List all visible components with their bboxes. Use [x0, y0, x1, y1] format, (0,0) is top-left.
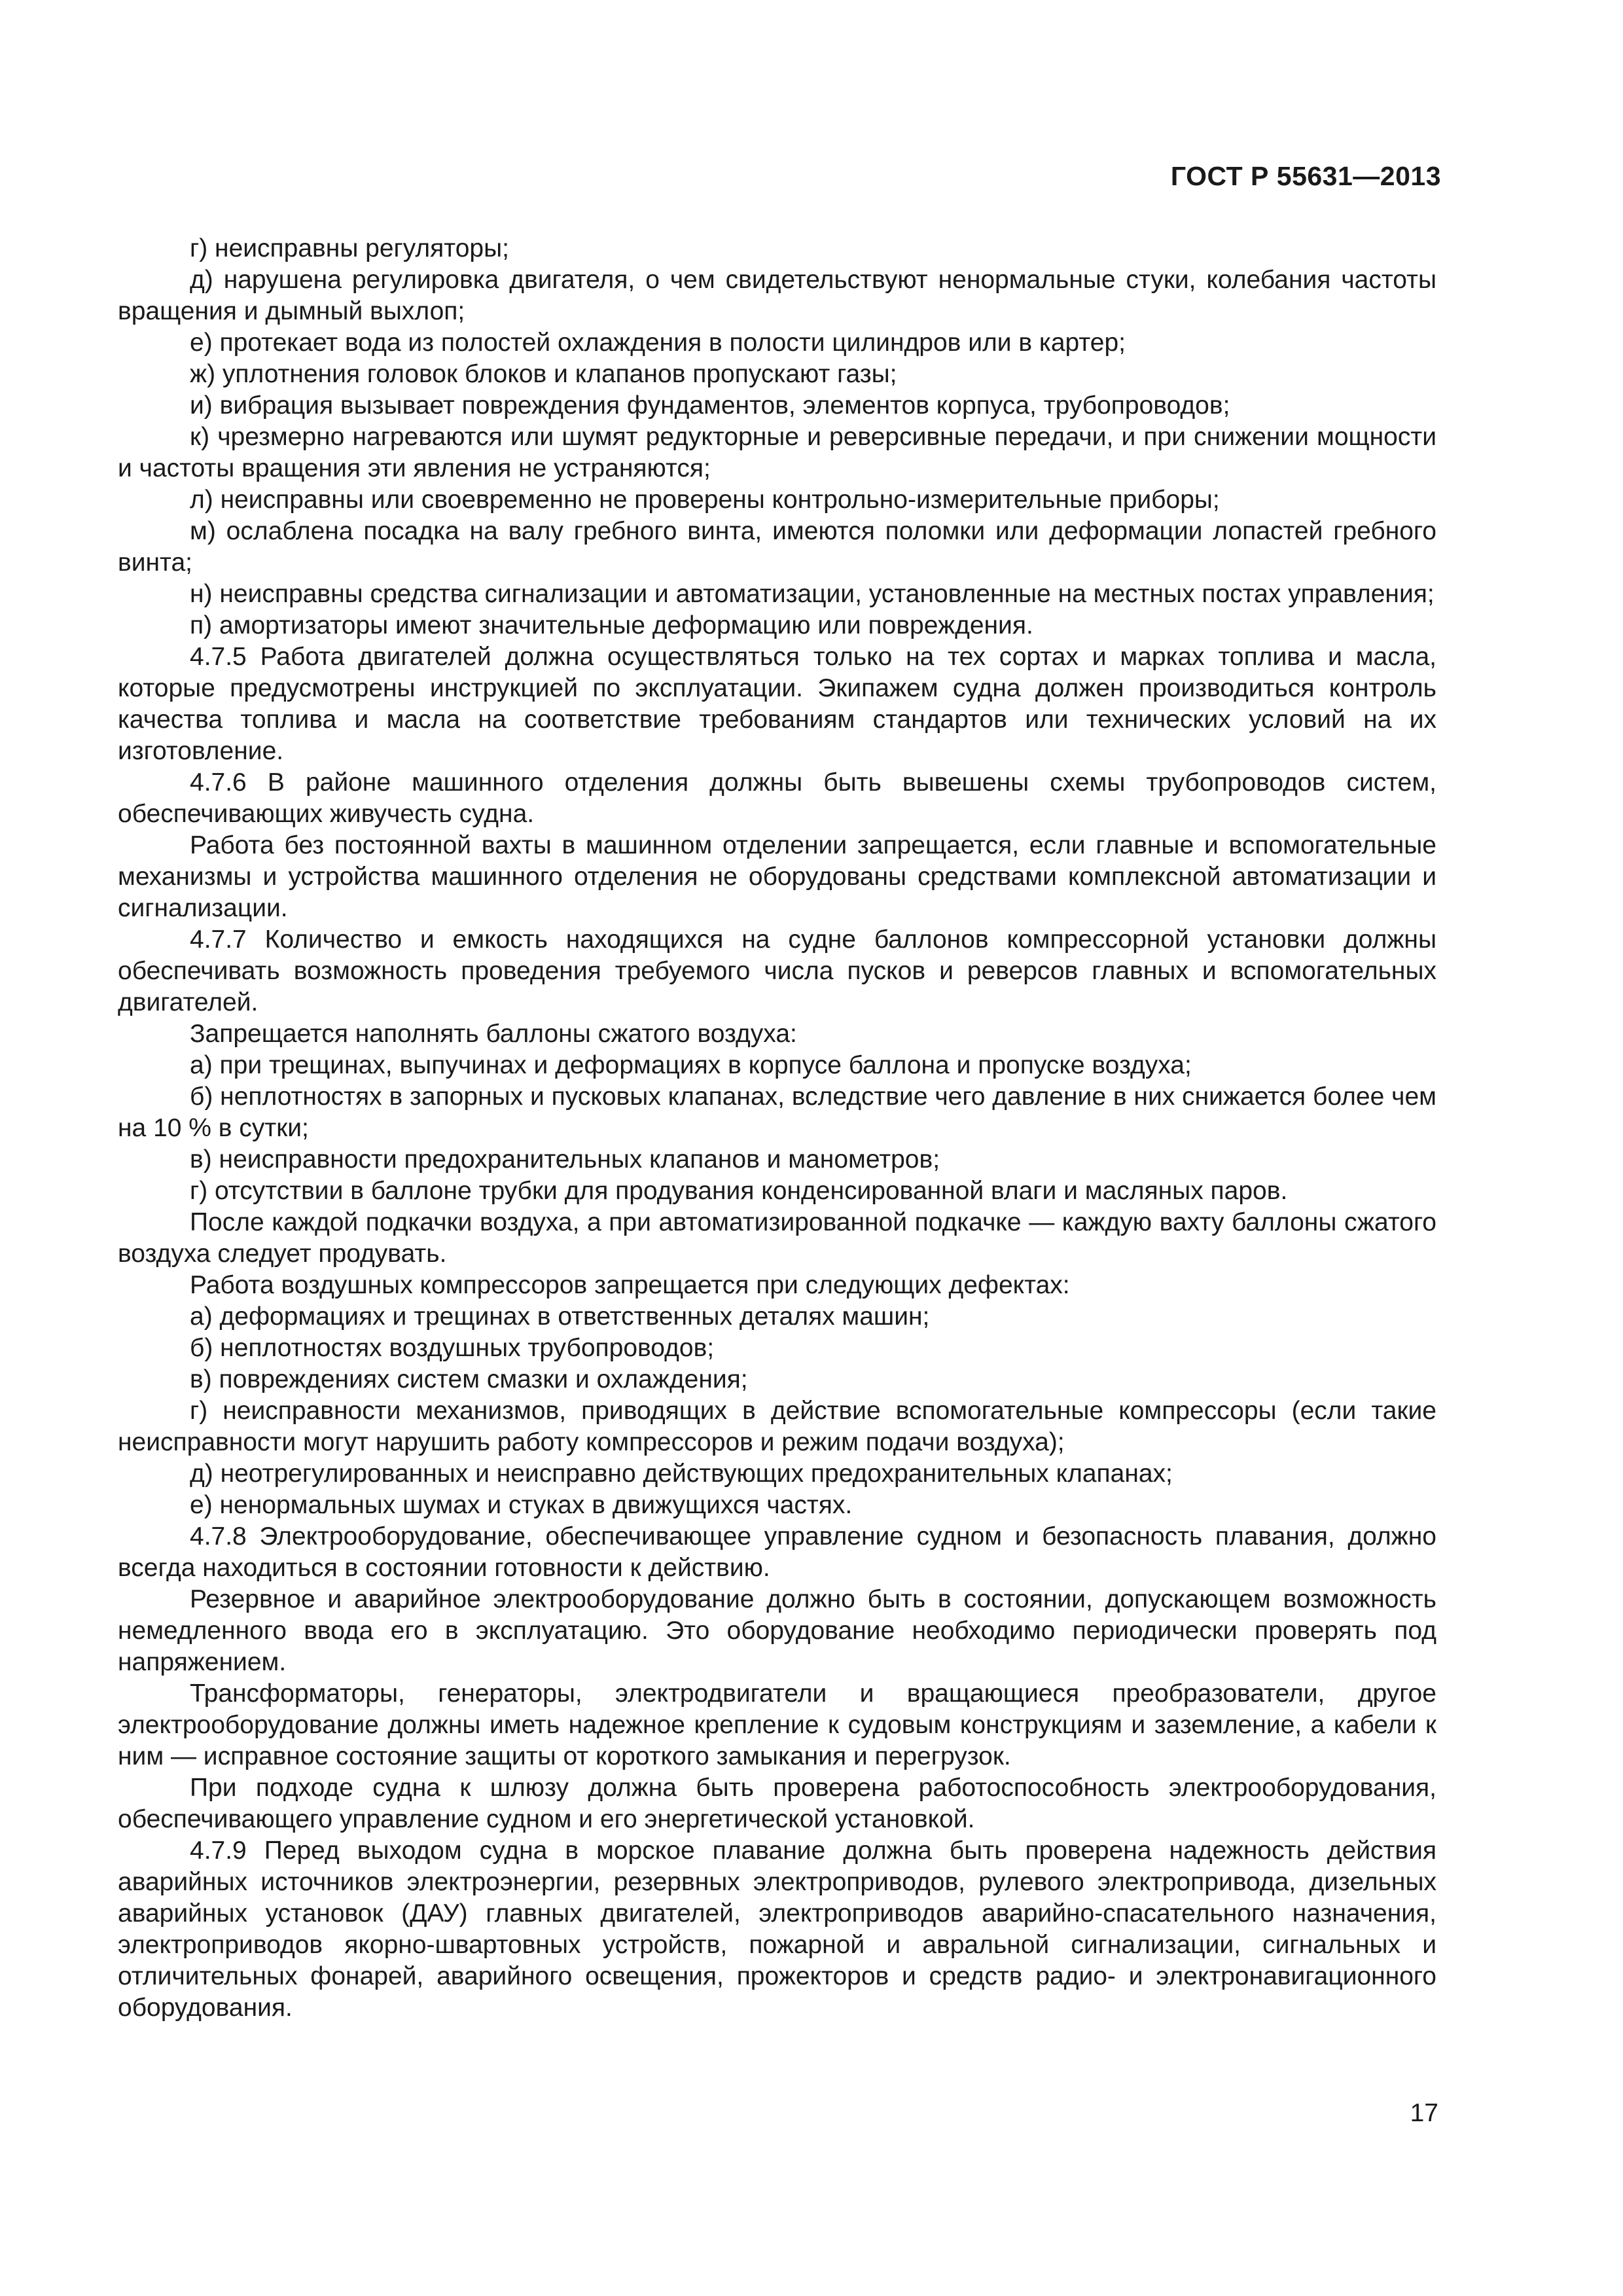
paragraph: м) ослаблена посадка на валу гребного винта, имеются поломки или деформации лопастей гребного винта; [118, 517, 1436, 577]
paragraph: Работа воздушных компрессоров запрещается при следующих дефектах: [190, 1271, 1070, 1299]
paragraph: г) отсутствии в баллоне трубки для продувания конденсированной влаги и масляных паров. [190, 1177, 1288, 1205]
paragraph: 4.7.5 Работа двигателей должна осуществляться только на тех сортах и марках топлива и масла, которые предусмотрены инструкцией по эксплуатации. Экипажем судна должен производиться контроль качества топлива и масла на соответствие требованиям стандартов или технических условий на их изготовление. [118, 643, 1436, 765]
paragraph: а) деформациях и трещинах в ответственных деталях машин; [190, 1302, 930, 1331]
paragraph: л) неисправны или своевременно не проверены контрольно-измерительные приборы; [190, 486, 1220, 514]
paragraph: ж) уплотнения головок блоков и клапанов пропускают газы; [190, 360, 897, 388]
paragraph: п) амортизаторы имеют значительные деформацию или повреждения. [190, 611, 1033, 639]
paragraph: а) при трещинах, выпучинах и деформациях в корпусе баллона и пропуске воздуха; [190, 1051, 1192, 1079]
document-id-header: ГОСТ Р 55631—2013 [1170, 161, 1441, 191]
paragraph: 4.7.9 Перед выходом судна в морское плавание должна быть проверена надежность действия аварийных источников электроэнергии, резервных электроприводов, рулевого электропривода, дизельных аварийных установок (ДАУ) главных двигателей, электроприводов аварийно-спасательного назначения, электроприводов якорно-швартовных устройств, пожарной и авральной сигнализации, сигнальных и отличительных фонарей, аварийного освещения, прожекторов и средств радио- и электронавигационного оборудования. [118, 1837, 1436, 2022]
paragraph: г) неисправности механизмов, приводящих в действие вспомогательные компрессоры (если такие неисправности могут нарушить работу компрессоров и режим подачи воздуха); [118, 1397, 1436, 1456]
document-body [118, 233, 1436, 2024]
paragraph: г) неисправны регуляторы; [190, 234, 509, 262]
paragraph: в) неисправности предохранительных клапанов и манометров; [190, 1145, 940, 1174]
paragraph: Запрещается наполнять баллоны сжатого воздуха: [190, 1020, 797, 1048]
paragraph: и) вибрация вызывает повреждения фундаментов, элементов корпуса, трубопроводов; [190, 391, 1230, 420]
paragraph: Резервное и аварийное электрооборудование должно быть в состоянии, допускающем возможность немедленного ввода его в эксплуатацию. Это оборудование необходимо периодически проверять под напряжением. [118, 1585, 1436, 1676]
paragraph: н) неисправны средства сигнализации и автоматизации, установленные на местных постах управления; [190, 580, 1435, 608]
paragraph: 4.7.6 В районе машинного отделения должны быть вывешены схемы трубопроводов систем, обеспечивающих живучесть судна. [118, 768, 1436, 828]
paragraph: б) неплотностях в запорных и пусковых клапанах, вследствие чего давление в них снижается более чем на 10 % в сутки; [118, 1083, 1436, 1142]
paragraph: Трансформаторы, генераторы, электродвигатели и вращающиеся преобразователи, другое электрооборудование должны иметь надежное крепление к судовым конструкциям и заземление, а кабели к ним — исправное состояние защиты от короткого замыкания и перегрузок. [118, 1679, 1436, 1770]
paragraph: Работа без постоянной вахты в машинном отделении запрещается, если главные и вспомогательные механизмы и устройства машинного отделения не оборудованы средствами комплексной автоматизации и сигнализации. [118, 831, 1436, 922]
paragraph: д) нарушена регулировка двигателя, о чем свидетельствуют ненормальные стуки, колебания частоты вращения и дымный выхлоп; [118, 266, 1436, 325]
paragraph: к) чрезмерно нагреваются или шумят редукторные и реверсивные передачи, и при снижении мощности и частоты вращения эти явления не устраняются; [118, 423, 1436, 482]
paragraph: 4.7.7 Количество и емкость находящихся на судне баллонов компрессорной установки должны обеспечивать возможность проведения требуемого числа пусков и реверсов главных и вспомогательных двигателей. [118, 925, 1436, 1016]
paragraph: При подходе судна к шлюзу должна быть проверена работоспособность электрооборудования, обеспечивающего управление судном и его энергетической установкой. [118, 1774, 1436, 1833]
paragraph: д) неотрегулированных и неисправно действующих предохранительных клапанах; [190, 1460, 1173, 1488]
paragraph: е) протекает вода из полостей охлаждения в полости цилиндров или в картер; [190, 329, 1126, 357]
paragraph: 4.7.8 Электрооборудование, обеспечивающее управление судном и безопасность плавания, должно всегда находиться в состоянии готовности к действию. [118, 1522, 1436, 1582]
paragraph: б) неплотностях воздушных трубопроводов; [190, 1334, 715, 1362]
paragraph: е) ненормальных шумах и стуках в движущихся частях. [190, 1491, 853, 1519]
paragraph: После каждой подкачки воздуха, а при автоматизированной подкачке — каждую вахту баллоны сжатого воздуха следует продувать. [118, 1208, 1436, 1268]
paragraph: в) повреждениях систем смазки и охлаждения; [190, 1365, 748, 1393]
page-number: 17 [1410, 2099, 1438, 2127]
